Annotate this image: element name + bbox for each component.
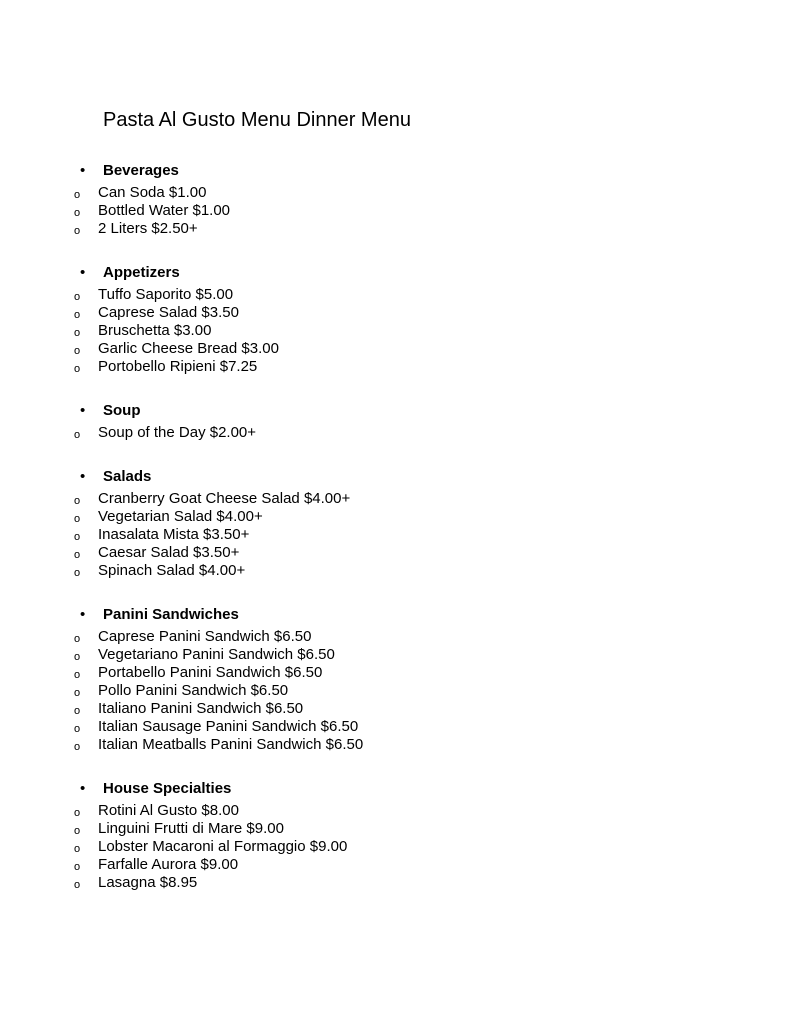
- menu-section-panini-sandwiches: [0, 604, 791, 754]
- menu-item-list: [0, 490, 791, 580]
- menu-section-appetizers: [0, 262, 791, 376]
- menu-item: [0, 286, 791, 304]
- circle-bullet-icon: o: [74, 825, 81, 837]
- menu-item: [0, 508, 791, 526]
- menu-item-label: Bottled Water $1.00: [98, 202, 231, 219]
- section-heading: [0, 400, 791, 422]
- menu-item-label: Soup of the Day $2.00+: [98, 424, 257, 441]
- menu-item-label: Pollo Panini Sandwich $6.50: [98, 682, 289, 699]
- menu-item-label: Lobster Macaroni al Formaggio $9.00: [98, 838, 348, 855]
- circle-bullet-icon: o: [74, 207, 81, 219]
- menu-item: [0, 736, 791, 754]
- circle-bullet-icon: o: [74, 705, 81, 717]
- bullet-icon: •: [80, 780, 86, 797]
- menu-item-label: 2 Liters $2.50+: [98, 220, 198, 237]
- circle-bullet-icon: o: [74, 741, 81, 753]
- menu-item-label: Vegetarian Salad $4.00+: [98, 508, 263, 525]
- menu-item-list: [0, 184, 791, 238]
- circle-bullet-icon: o: [74, 567, 81, 579]
- page-title: Pasta Al Gusto Menu Dinner Menu: [103, 109, 411, 131]
- circle-bullet-icon: o: [74, 669, 81, 681]
- circle-bullet-icon: o: [74, 633, 81, 645]
- circle-bullet-icon: o: [74, 531, 81, 543]
- menu-item-list: [0, 286, 791, 376]
- circle-bullet-icon: o: [74, 309, 81, 321]
- menu-item-label: Lasagna $8.95: [98, 874, 198, 891]
- bullet-icon: •: [80, 264, 86, 281]
- circle-bullet-icon: o: [74, 495, 81, 507]
- circle-bullet-icon: o: [74, 291, 81, 303]
- circle-bullet-icon: o: [74, 513, 81, 525]
- menu-item: [0, 358, 791, 376]
- menu-item: [0, 322, 791, 340]
- circle-bullet-icon: o: [74, 225, 81, 237]
- bullet-icon: •: [80, 606, 86, 623]
- circle-bullet-icon: o: [74, 807, 81, 819]
- circle-bullet-icon: o: [74, 651, 81, 663]
- circle-bullet-icon: o: [74, 843, 81, 855]
- section-title: Appetizers: [103, 264, 180, 281]
- circle-bullet-icon: o: [74, 345, 81, 357]
- menu-item-list: [0, 802, 791, 892]
- menu-item-label: Cranberry Goat Cheese Salad $4.00+: [98, 490, 351, 507]
- section-heading: [0, 778, 791, 800]
- circle-bullet-icon: o: [74, 687, 81, 699]
- menu-section-beverages: [0, 160, 791, 238]
- menu-item: [0, 874, 791, 892]
- menu-item: [0, 802, 791, 820]
- section-title: Soup: [103, 402, 141, 419]
- section-heading: [0, 466, 791, 488]
- circle-bullet-icon: o: [74, 189, 81, 201]
- menu-item-label: Portabello Panini Sandwich $6.50: [98, 664, 323, 681]
- circle-bullet-icon: o: [74, 363, 81, 375]
- menu-item-label: Garlic Cheese Bread $3.00: [98, 340, 279, 357]
- menu-item-label: Rotini Al Gusto $8.00: [98, 802, 239, 819]
- menu-item: [0, 544, 791, 562]
- menu-item-label: Bruschetta $3.00: [98, 322, 212, 339]
- circle-bullet-icon: o: [74, 861, 81, 873]
- menu-item: [0, 562, 791, 580]
- section-title: Salads: [103, 468, 152, 485]
- menu-item-label: Tuffo Saporito $5.00: [98, 286, 234, 303]
- section-title: House Specialties: [103, 780, 232, 797]
- menu-item-label: Italiano Panini Sandwich $6.50: [98, 700, 304, 717]
- circle-bullet-icon: o: [74, 327, 81, 339]
- section-title: Beverages: [103, 162, 179, 179]
- circle-bullet-icon: o: [74, 549, 81, 561]
- circle-bullet-icon: o: [74, 879, 81, 891]
- menu-item: [0, 220, 791, 238]
- menu-item-label: Italian Meatballs Panini Sandwich $6.50: [98, 736, 364, 753]
- menu-section-salads: [0, 466, 791, 580]
- menu-section-house-specialties: [0, 778, 791, 892]
- menu-item: [0, 304, 791, 322]
- menu-item-label: Caesar Salad $3.50+: [98, 544, 240, 561]
- menu-item-label: Italian Sausage Panini Sandwich $6.50: [98, 718, 359, 735]
- section-heading: [0, 604, 791, 626]
- menu-item: [0, 700, 791, 718]
- menu-item: [0, 682, 791, 700]
- bullet-icon: •: [80, 468, 86, 485]
- menu-item-label: Caprese Panini Sandwich $6.50: [98, 628, 312, 645]
- menu-item: [0, 838, 791, 856]
- bullet-icon: •: [80, 162, 86, 179]
- menu-item-list: [0, 628, 791, 754]
- menu-item-label: Vegetariano Panini Sandwich $6.50: [98, 646, 335, 663]
- menu-item: [0, 856, 791, 874]
- circle-bullet-icon: o: [74, 723, 81, 735]
- menu-item-label: Linguini Frutti di Mare $9.00: [98, 820, 284, 837]
- menu-item: [0, 628, 791, 646]
- menu-item-list: [0, 424, 791, 442]
- bullet-icon: •: [80, 402, 86, 419]
- menu-item: [0, 664, 791, 682]
- menu-sections: [0, 160, 791, 916]
- section-heading: [0, 160, 791, 182]
- section-title: Panini Sandwiches: [103, 606, 239, 623]
- menu-item-label: Can Soda $1.00: [98, 184, 207, 201]
- menu-item: [0, 184, 791, 202]
- menu-item: [0, 490, 791, 508]
- menu-item: [0, 820, 791, 838]
- menu-item: [0, 718, 791, 736]
- menu-item-label: Spinach Salad $4.00+: [98, 562, 246, 579]
- menu-item: [0, 340, 791, 358]
- menu-item-label: Farfalle Aurora $9.00: [98, 856, 239, 873]
- section-heading: [0, 262, 791, 284]
- circle-bullet-icon: o: [74, 429, 81, 441]
- menu-item-label: Portobello Ripieni $7.25: [98, 358, 258, 375]
- menu-item-label: Inasalata Mista $3.50+: [98, 526, 250, 543]
- menu-item: [0, 424, 791, 442]
- menu-item-label: Caprese Salad $3.50: [98, 304, 239, 321]
- menu-item: [0, 526, 791, 544]
- menu-item: [0, 202, 791, 220]
- menu-item: [0, 646, 791, 664]
- menu-section-soup: [0, 400, 791, 442]
